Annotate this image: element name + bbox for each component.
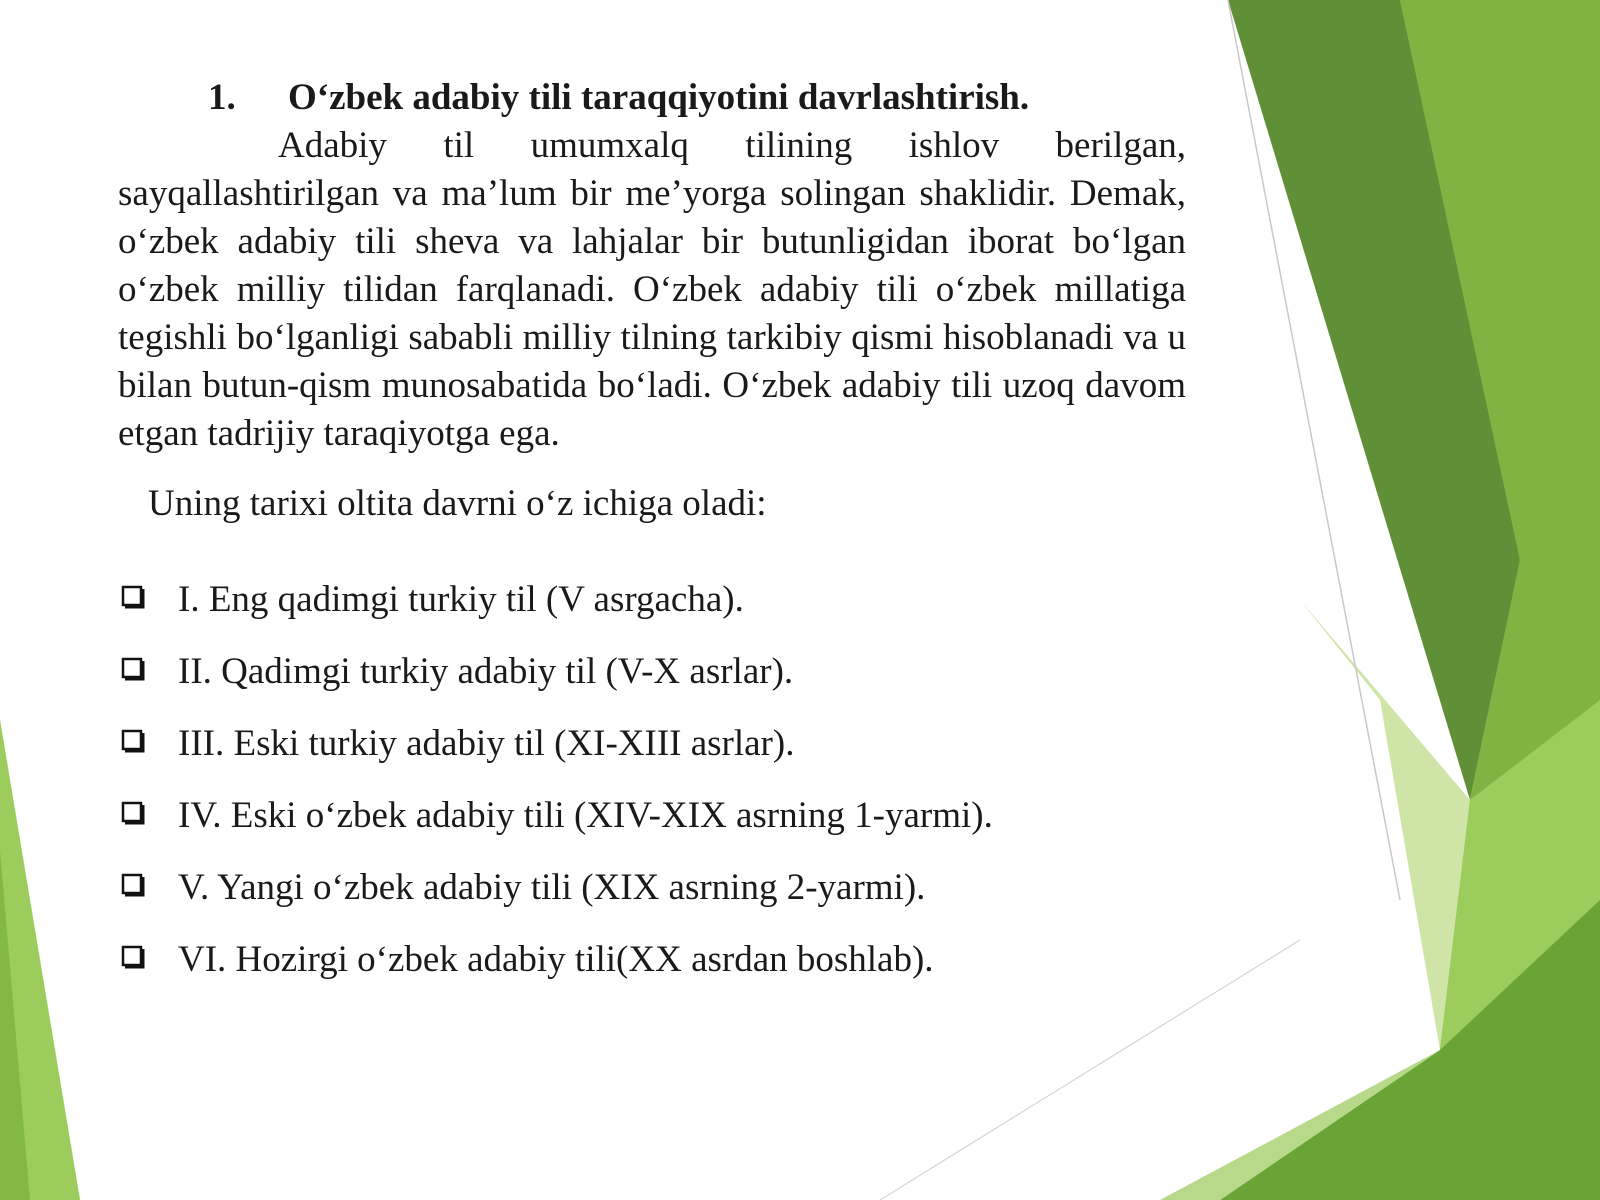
- checkbox-icon: [120, 872, 146, 898]
- checkbox-icon: [120, 944, 146, 970]
- list-item: [118, 720, 1186, 792]
- periods-list: [118, 576, 1186, 1008]
- body-paragraph: Adabiy til umumxalq tilining ishlov berilgan, sayqallashtirilgan va ma’lum bir me’yorga solingan shaklidir. Demak, o‘zbek adabiy tili sheva va lahjalar bir butunligidan iborat bo‘lgan o‘zbek milliy tilidan farqlanadi. O‘zbek adabiy tili o‘zbek millatiga tegishli bo‘lganligi sababli milliy tilning tarkibiy qismi hisoblanadi va u bilan butun-qism munosabatida bo‘ladi. O‘zbek adabiy tili uzoq davom etgan tadrijiy taraqiyotga ega.: [118, 125, 1186, 454]
- checkbox-icon: [120, 800, 146, 826]
- list-item: [118, 648, 1186, 720]
- heading-title: O‘zbek adabiy tili taraqqiyotini davrlashtirish.: [288, 77, 1030, 118]
- period-text: III. Eski turkiy adabiy til (XI-XIII asrlar).: [178, 723, 795, 764]
- list-item: [118, 864, 1186, 936]
- list-item: [118, 792, 1186, 864]
- slide-heading: [118, 74, 1186, 122]
- slide-content: [118, 74, 1186, 1008]
- checkbox-icon: [120, 656, 146, 682]
- period-text: V. Yangi o‘zbek adabiy tili (XIX asrning 2-yarmi).: [178, 867, 926, 908]
- period-text: II. Qadimgi turkiy adabiy til (V-X asrlar).: [178, 651, 794, 692]
- list-item: [118, 936, 1186, 1008]
- period-text: IV. Eski o‘zbek adabiy tili (XIV-XIX asrning 1-yarmi).: [178, 795, 993, 836]
- list-item: [118, 576, 1186, 648]
- period-text: I. Eng qadimgi turkiy til (V asrgacha).: [178, 579, 744, 620]
- checkbox-icon: [120, 584, 146, 610]
- period-text: VI. Hozirgi o‘zbek adabiy tili(XX asrdan boshlab).: [178, 939, 934, 980]
- checkbox-icon: [120, 728, 146, 754]
- intro-text: Uning tarixi oltita davrni o‘z ichiga oladi:: [148, 483, 767, 524]
- heading-number: 1.: [208, 77, 236, 118]
